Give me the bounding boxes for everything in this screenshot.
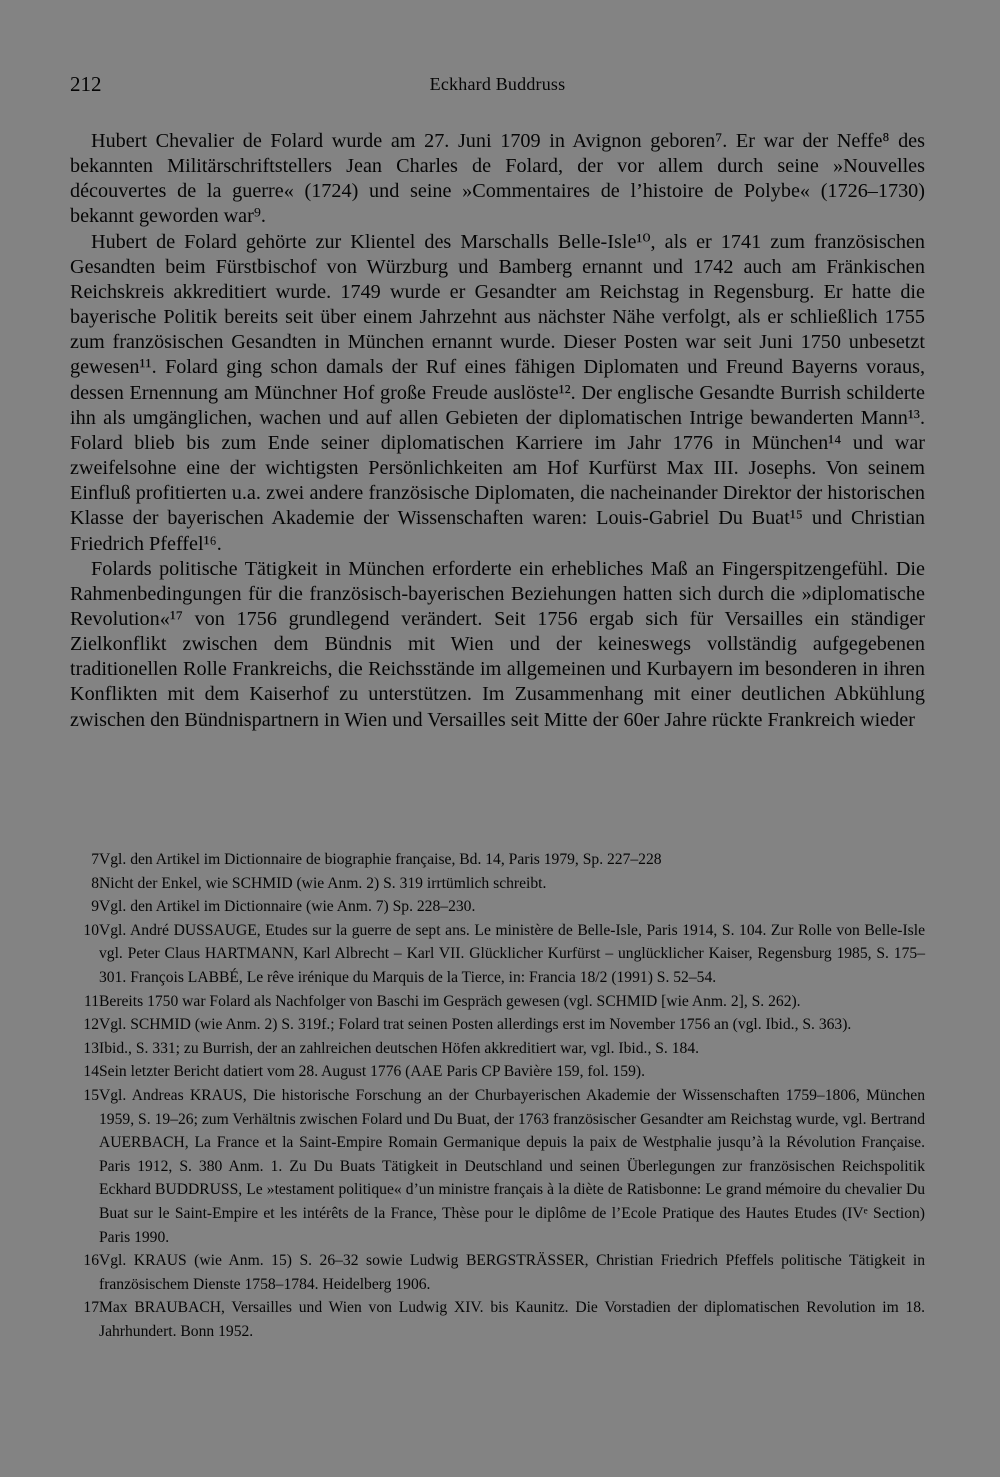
footnote [70, 895, 925, 919]
footnote [70, 1249, 925, 1296]
footnote [70, 1060, 925, 1084]
footnote-number: 12 [83, 1016, 99, 1034]
footnote-text: Vgl. Andreas KRAUS, Die historische Forschung an der Churbayerischen Akademie der Wissenschaften 1759–1806, München 1959, S. 19–26; zum Verhältnis zwischen Folard und Du Buat, der 1763 französischer Gesandter am Reichstag wurde, vgl. Bertrand AUERBACH, La France et la Saint-Empire Romain Germanique depuis la paix de Westphalie jusqu’à la Révolution Française. Paris 1912, S. 380 Anm. 1. Zu Du Buats Tätigkeit in Deutschland und seinen Überlegungen zur französischen Reichspolitik Eckhard BUDDRUSS, Le »testament politique« d’un ministre français à la diète de Ratisbonne: Le grand mémoire du chevalier Du Buat sur le Saint-Empire et les intérêts de la France, Thèse pour le diplôme de l’Ecole Pratique des Hautes Etudes (IVᵉ Section) Paris 1990. [99, 1086, 925, 1246]
footnote [70, 1013, 925, 1037]
footnote-number: 15 [83, 1086, 99, 1104]
footnote-number: 8 [91, 874, 99, 892]
footnote-text: Vgl. KRAUS (wie Anm. 15) S. 26–32 sowie Ludwig BERGSTRÄSSER, Christian Friedrich Pfeffels politische Tätigkeit in französischem Dienste 1758–1784. Heidelberg 1906. [99, 1252, 925, 1293]
footnote-text: Nicht der Enkel, wie SCHMID (wie Anm. 2) S. 319 irrtümlich schreibt. [99, 874, 547, 892]
body-paragraph: Hubert de Folard gehörte zur Klientel des Marschalls Belle-Isle¹⁰, als er 1741 zum französischen Gesandten beim Fürstbischof von Würzburg und Bamberg ernannt und 1742 auch am Fränkischen Reichskreis akkreditiert wurde. 1749 wurde er Gesandter am Reichstag in Regensburg. Er hatte die bayerische Politik bereits seit über einem Jahrzehnt aus nächster Nähe verfolgt, als er schließlich 1755 zum französischen Gesandten in München ernannt wurde. Dieser Posten war seit Juni 1750 unbesetzt gewesen¹¹. Folard ging schon damals der Ruf eines fähigen Diplomaten und Freund Bayerns voraus, dessen Ernennung am Münchner Hof große Freude auslöste¹². Der englische Gesandte Burrish schilderte ihn als umgänglichen, wachen und auf allen Gebieten der diplomatischen Intrige bewanderten Mann¹³. Folard blieb bis zum Ende seiner diplomatischen Karriere im Jahr 1776 in München¹⁴ und war zweifelsohne eine der wichtigsten Persönlichkeiten am Hof Kurfürst Max III. Josephs. Von seinem Einfluß profitierten u.a. zwei andere französische Diplomaten, die nacheinander Direktor der historischen Klasse der bayerischen Akademie der Wissenschaften waren: Louis-Gabriel Du Buat¹⁵ und Christian Friedrich Pfeffel¹⁶. [70, 230, 925, 555]
footnote-number: 13 [83, 1039, 99, 1057]
footnote-text: Vgl. SCHMID (wie Anm. 2) S. 319f.; Folard trat seinen Posten allerdings erst im November 1756 an (vgl. Ibid., S. 363). [99, 1016, 852, 1034]
footnote-number: 9 [91, 898, 99, 916]
footnote-text: Max BRAUBACH, Versailles und Wien von Ludwig XIV. bis Kaunitz. Die Vorstadien der diplomatischen Revolution im 18. Jahrhundert. Bonn 1952. [99, 1299, 925, 1340]
footnote [70, 1084, 925, 1249]
footnote-text: Vgl. den Artikel im Dictionnaire de biographie française, Bd. 14, Paris 1979, Sp. 227–228 [99, 851, 662, 868]
body-text [70, 129, 925, 733]
page-number: 212 [70, 72, 102, 96]
footnote [70, 872, 925, 896]
footnote-text: Ibid., S. 331; zu Burrish, der an zahlreichen deutschen Höfen akkreditiert war, vgl. Ibid., S. 184. [99, 1039, 700, 1057]
page-header [70, 72, 925, 102]
body-paragraph: Hubert Chevalier de Folard wurde am 27. Juni 1709 in Avignon geboren⁷. Er war der Neffe⁸ des bekannten Militärschriftstellers Jean Charles de Folard, der vor allem durch seine »Nouvelles découvertes de la guerre« (1724) und seine »Commentaires de l’histoire de Polybe« (1726–1730) bekannt geworden war⁹. [70, 130, 925, 228]
footnote-number: 11 [83, 992, 99, 1010]
footnote [70, 1296, 925, 1343]
footnotes [70, 848, 925, 1343]
footnote-number: 10 [83, 921, 99, 939]
body-paragraph: Folards politische Tätigkeit in München erforderte ein erhebliches Maß an Fingerspitzengefühl. Die Rahmenbedingungen für die französisch-bayerischen Beziehungen hatten sich durch die »diplomatische Revolution«¹⁷ von 1756 grundlegend verändert. Seit 1756 ergab sich für Versailles ein ständiger Zielkonflikt zwischen dem Bündnis mit Wien und der keineswegs vollständig aufgegebenen traditionellen Rolle Frankreichs, die Reichsstände im allgemeinen und Kurbayern im besonderen in ihren Konflikten mit dem Kaiserhof zu unterstützen. Im Zusammenhang mit einer deutlichen Abkühlung zwischen den Bündnispartnern in Wien und Versailles seit Mitte der 60er Jahre rückte Frankreich wieder [70, 557, 925, 731]
footnote-number: 14 [83, 1063, 99, 1081]
footnote-text: Vgl. André DUSSAUGE, Etudes sur la guerre de sept ans. Le ministère de Belle-Isle, Paris 1914, S. 104. Zur Rolle von Belle-Isle vgl. Peter Claus HARTMANN, Karl Albrecht – Karl VII. Glücklicher Kurfürst – unglücklicher Kaiser, Regensburg 1985, S. 175–301. François LABBÉ, Le rêve irénique du Marquis de la Tierce, in: Francia 18/2 (1991) S. 52–54. [99, 921, 925, 986]
footnote-number: 17 [83, 1299, 99, 1317]
footnote-text: Sein letzter Bericht datiert vom 28. August 1776 (AAE Paris CP Bavière 159, fol. 159). [99, 1063, 645, 1081]
footnote-number: 16 [83, 1252, 99, 1270]
footnote-number: 7 [91, 851, 99, 868]
running-head: Eckhard Buddruss [429, 74, 566, 94]
footnote [70, 1037, 925, 1061]
footnote [70, 848, 925, 872]
footnote-text: Bereits 1750 war Folard als Nachfolger von Baschi im Gespräch gewesen (vgl. SCHMID [wie Anm. 2], S. 262). [99, 992, 801, 1010]
footnote [70, 919, 925, 990]
footnote [70, 990, 925, 1014]
footnote-text: Vgl. den Artikel im Dictionnaire (wie Anm. 7) Sp. 228–230. [99, 898, 476, 916]
